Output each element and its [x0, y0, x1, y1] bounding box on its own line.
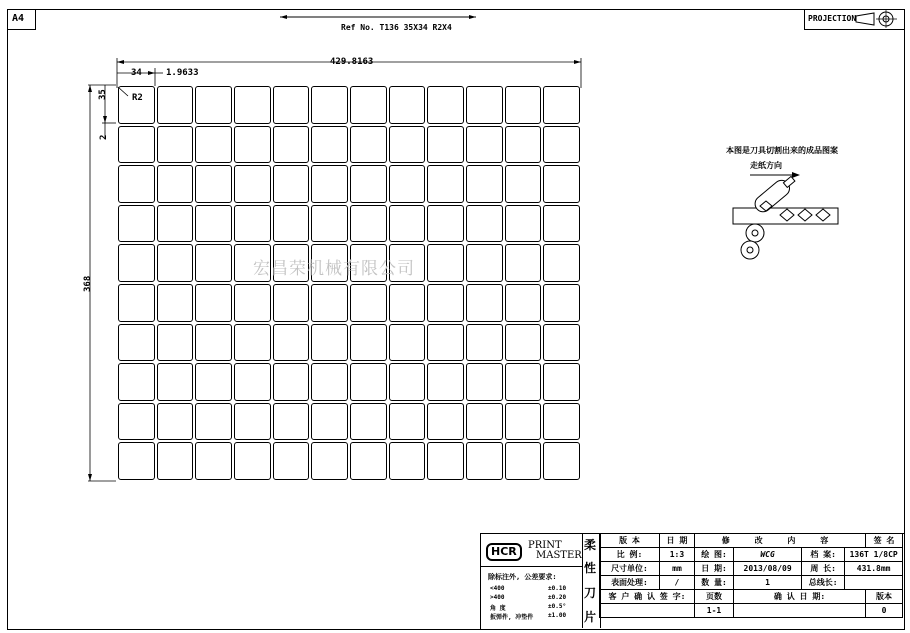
side-title-2: 刀 — [584, 586, 597, 600]
head-sign: 签 名 — [866, 534, 903, 548]
dim-cell-height: 35 — [98, 89, 108, 100]
unit-value: mm — [659, 562, 694, 576]
surface-value: / — [659, 576, 694, 590]
tolerance-label-0: <400 — [490, 585, 505, 592]
paper-feed-illustration — [720, 168, 840, 268]
company-logo — [486, 541, 580, 563]
confirm-date-value — [734, 604, 866, 618]
file-label: 档 案: — [802, 548, 845, 562]
projection-symbol-icon — [854, 10, 900, 28]
logo-line2: MASTER — [536, 550, 582, 561]
tolerance-value-2: ±0.5° — [548, 603, 567, 610]
perimeter-label: 周 长: — [802, 562, 845, 576]
customer-sign-label: 客 户 确 认 签 字: — [600, 590, 695, 604]
ref-number: Ref No. T136 35X34 R2X4 — [341, 23, 452, 32]
tolerance-value-1: ±0.20 — [548, 594, 567, 601]
title-table — [599, 533, 903, 618]
side-title-3: 片 — [584, 610, 597, 624]
qty-value: 1 — [734, 576, 802, 590]
qty-label: 数 量: — [694, 576, 733, 590]
version-label: 版本 — [866, 590, 903, 604]
tolerance-label-3: 扳弹件, 冲垫件 — [490, 614, 534, 621]
title-row-head — [600, 534, 903, 548]
dim-total-height: 368 — [83, 275, 93, 292]
logo-line1: PRINT — [528, 540, 562, 551]
side-title-1: 性 — [584, 561, 597, 575]
date-value: 2013/08/09 — [734, 562, 802, 576]
pages-value: 1-1 — [694, 604, 733, 618]
date-label: 日 期: — [694, 562, 733, 576]
version-value: 0 — [866, 604, 903, 618]
title-row-2 — [600, 562, 903, 576]
total-length-label: 总线长: — [802, 576, 845, 590]
pages-label: 页数 — [694, 590, 733, 604]
title-row-5 — [600, 604, 903, 618]
tolerance-value-3: ±1.00 — [548, 612, 567, 619]
dim-gap-horizontal: 1.9633 — [166, 68, 199, 78]
scale-label: 比 例: — [600, 548, 660, 562]
drawn-value: WCG — [734, 548, 802, 562]
head-revision: 修 改 内 容 — [694, 534, 865, 548]
customer-sign-value — [600, 604, 695, 618]
dim-gap-vertical: 2 — [99, 134, 109, 140]
drawn-label: 绘 图: — [694, 548, 733, 562]
side-title-0: 柔 — [584, 538, 597, 552]
logo-mark: HCR — [486, 543, 522, 561]
title-row-1 — [600, 548, 903, 562]
head-version: 版 本 — [600, 534, 660, 548]
ref-dimension-line — [278, 12, 478, 22]
dim-radius: R2 — [132, 93, 143, 103]
dim-total-width: 429.8163 — [330, 57, 374, 67]
head-date: 日 期 — [659, 534, 694, 548]
scale-value: 1:3 — [659, 548, 694, 562]
logo-divider — [481, 566, 582, 567]
note-title: 本图是刀具切割出来的成品图案 — [726, 146, 838, 155]
tolerance-label-2: 角 度 — [490, 605, 506, 612]
tolerance-value-0: ±0.10 — [548, 585, 567, 592]
watermark-text: 宏昌荣机械有限公司 — [253, 259, 415, 279]
perimeter-value: 431.8mm — [845, 562, 903, 576]
file-value: 136T 1/8CP — [845, 548, 903, 562]
tolerance-title: 除标注外, 公差要求: — [488, 573, 557, 581]
tolerance-label-1: >400 — [490, 594, 505, 601]
projection-label: PROJECTION — [808, 14, 857, 23]
total-length-value — [845, 576, 903, 590]
dim-cell-width: 34 — [131, 68, 142, 78]
title-row-4 — [600, 590, 903, 604]
title-row-3 — [600, 576, 903, 590]
feed-direction-label: 走纸方向 — [750, 161, 782, 170]
confirm-date-label: 确 认 日 期: — [734, 590, 866, 604]
surface-label: 表面处理: — [600, 576, 660, 590]
sheet-size: A4 — [12, 13, 25, 24]
unit-label: 尺寸单位: — [600, 562, 660, 576]
